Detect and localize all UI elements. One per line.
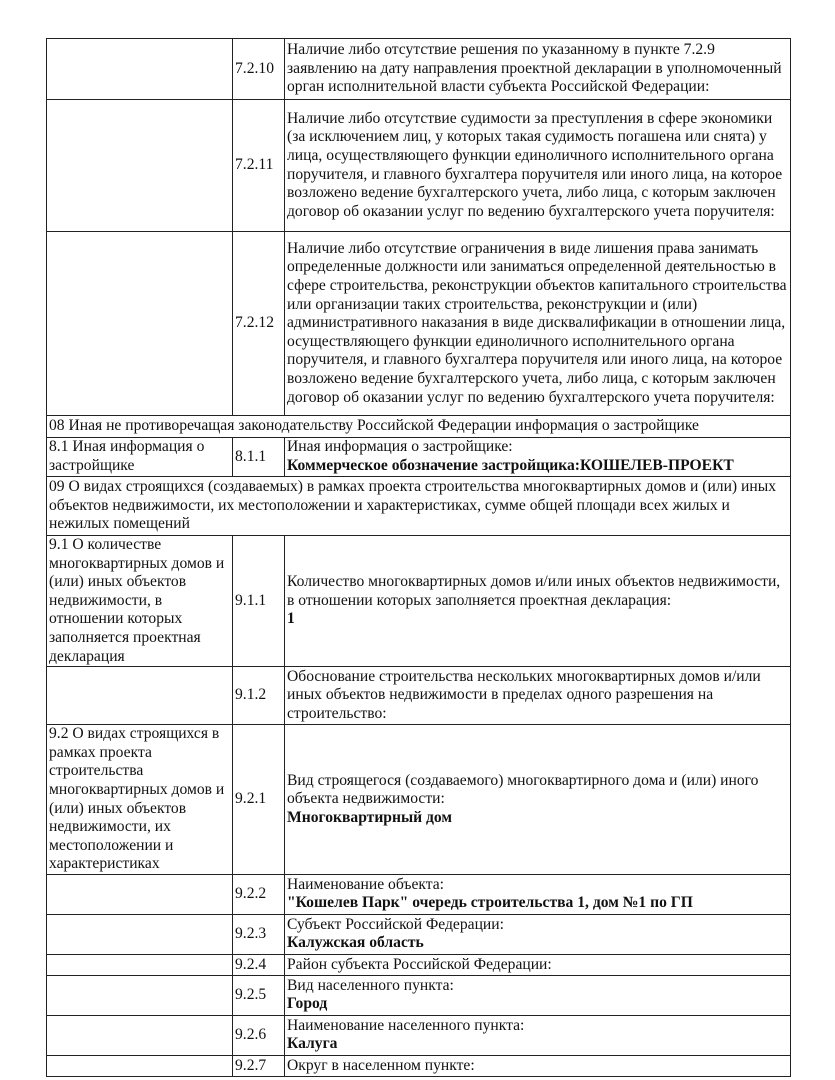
item-number: 9.2.5 (233, 975, 285, 1015)
item-label: Наличие либо отсутствие решения по указанному в пункте 7.2.9 заявлению на дату направления проектной декларации в уполномоченный орган исполнительной власти субъекта Российской Федерации: (287, 41, 782, 96)
table-row (47, 914, 791, 954)
item-number: 9.2.2 (233, 874, 285, 914)
item-label: Район субъекта Российской Федерации: (287, 955, 552, 973)
group-cell (47, 1015, 233, 1055)
table-row (47, 100, 791, 232)
item-label: Вид населенного пункта: (287, 976, 454, 994)
item-number: 8.1.1 (233, 438, 285, 477)
item-label: Обоснование строительства нескольких многоквартирных домов и/или иных объектов недвижимости в пределах одного разрешения на строительство: (287, 667, 761, 722)
item-content (285, 954, 791, 975)
table-row (47, 725, 791, 875)
item-content (285, 1055, 791, 1076)
group-cell (47, 954, 233, 975)
item-value: Калужская область (287, 934, 424, 952)
table-row (47, 1015, 791, 1055)
item-number: 9.2.6 (233, 1015, 285, 1055)
table-row (47, 438, 791, 477)
item-value: Калуга (287, 1035, 338, 1053)
item-content (285, 100, 791, 232)
item-number: 7.2.12 (233, 232, 285, 416)
table-row (47, 536, 791, 667)
item-label: Наличие либо отсутствие ограничения в виде лишения права занимать определенные должности или заниматься определенной деятельностью в сфере строительства, реконструкции объектов капитального строительства или организации таких строительства, реконструкции и (или) административного наказания в виде дисквалификации в отношении лица, осуществляющего функции единоличного исполнительного органа поручителя, и главного бухгалтера поручителя или иного лица, на которое возложено ведение бухгалтерского учета, либо лица, с которым заключен договор об оказании услуг по ведению бухгалтерского учета поручителя: (287, 239, 787, 406)
group-cell (47, 39, 233, 100)
item-number: 7.2.10 (233, 39, 285, 100)
item-number: 9.2.1 (233, 725, 285, 875)
item-label: Вид строящегося (создаваемого) многоквартирного дома и (или) иного объекта недвижимости: (287, 771, 759, 808)
item-content (285, 975, 791, 1015)
table-row (47, 874, 791, 914)
item-number: 9.1.1 (233, 536, 285, 667)
group-cell (47, 1055, 233, 1076)
item-number: 9.2.7 (233, 1055, 285, 1076)
item-number: 7.2.11 (233, 100, 285, 232)
item-label: Количество многоквартирных домов и/или иных объектов недвижимости, в отношении которых заполняется проектная декларация: (287, 573, 781, 609)
item-label: Иная информация о застройщике: (287, 438, 513, 456)
item-content (285, 39, 791, 100)
item-value: Многоквартирный дом (287, 808, 453, 826)
group-cell: 9.1 О количестве многоквартирных домов и (или) иных объектов недвижимости, в отношении которых заполняется проектная декларация (47, 536, 233, 667)
section-heading: 08 Иная не противоречащая законодательству Российской Федерации информация о застройщике (47, 416, 791, 438)
item-label: Субъект Российской Федерации: (287, 915, 504, 933)
document-page (46, 38, 790, 1077)
item-number: 9.1.2 (233, 667, 285, 725)
table-row (47, 39, 791, 100)
item-label: Наименование объекта: (287, 875, 445, 893)
item-content (285, 914, 791, 954)
table-row (47, 954, 791, 975)
item-value: 1 (287, 610, 295, 628)
item-content (285, 232, 791, 416)
group-cell (47, 232, 233, 416)
item-label: Наличие либо отсутствие судимости за преступления в сфере экономики (за исключением лиц, у которых такая судимость погашена или снята) у лица, осуществляющего функции единоличного исполнительного органа поручителя, и главного бухгалтера поручителя или иного лица, на которое возложено ведение бухгалтерского учета, либо лица, с которым заключен договор об оказании услуг по ведению бухгалтерского учета поручителя: (287, 109, 783, 220)
item-label: Наименование населенного пункта: (287, 1016, 525, 1034)
section-row (47, 477, 791, 536)
group-cell (47, 667, 233, 725)
group-cell (47, 914, 233, 954)
table-row (47, 667, 791, 725)
group-cell: 8.1 Иная информация о застройщике (47, 438, 233, 477)
item-value: Город (287, 995, 328, 1013)
item-content (285, 1015, 791, 1055)
item-content (285, 725, 791, 875)
table-row (47, 975, 791, 1015)
declaration-table (46, 38, 791, 1077)
item-content (285, 874, 791, 914)
group-cell (47, 975, 233, 1015)
section-row (47, 416, 791, 438)
table-row (47, 1055, 791, 1076)
item-number: 9.2.4 (233, 954, 285, 975)
group-cell (47, 100, 233, 232)
group-cell (47, 874, 233, 914)
item-label: Округ в населенном пункте: (287, 1056, 475, 1074)
item-number: 9.2.3 (233, 914, 285, 954)
section-heading: 09 О видах строящихся (создаваемых) в рамках проекта строительства многоквартирных домов и (или) иных объектов недвижимости, их местоположении и характеристиках, сумме общей площади всех жилых и нежилых помещений (47, 477, 791, 536)
item-content (285, 438, 791, 477)
item-value: "Кошелев Парк" очередь строительства 1, дом №1 по ГП (287, 894, 693, 912)
item-content (285, 667, 791, 725)
item-content (285, 536, 791, 667)
item-value: Коммерческое обозначение застройщика:КОШЕЛЕВ-ПРОЕКТ (287, 457, 734, 474)
table-row (47, 232, 791, 416)
group-cell: 9.2 О видах строящихся в рамках проекта строительства многоквартирных домов и (или) иных объектов недвижимости, их местоположении и характеристиках (47, 725, 233, 875)
